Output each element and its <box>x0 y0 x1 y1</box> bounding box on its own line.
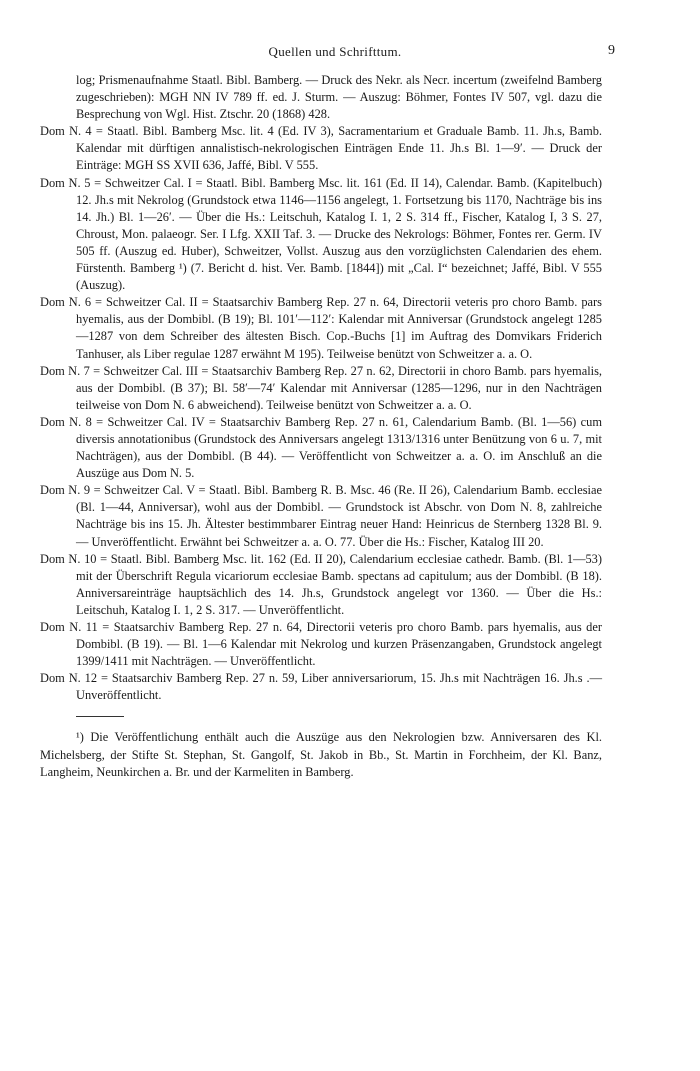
entry-continuation: log; Prismenaufnahme Staatl. Bibl. Bamberg. — Druck des Nekr. als Necr. incertum (zweifelnd Bamberg zugeschrieben): MGH NN IV 789 ff. ed. J. Sturm. — Auszug: Böhmer, Fontes IV 507, vgl. dazu die Besprechung von Wgl. Hist. Ztschr. 20 (1868) 428. <box>76 73 602 122</box>
entry-dom-n-11: Dom N. 11 = Staatsarchiv Bamberg Rep. 27 n. 64, Directorii veteris pro choro Bamb. pars hyemalis, aus der Dombibl. (B 19). — Bl. 1—6 Kalendar mit Nekrolog und kurzen Präsenzangaben, Grundstock angelegt 1399/1411 mit Nachträgen. — Unveröffentlicht. <box>40 620 602 669</box>
footnote-divider <box>76 716 124 717</box>
entry-dom-n-4: Dom N. 4 = Staatl. Bibl. Bamberg Msc. lit. 4 (Ed. IV 3), Sacramentarium et Graduale Bamb. 11. Jh.s, Bamb. Kalendar mit dürftigen annalistisch-nekrologischen Einträgen Ende 11. Jh.s Bl. 1—9′. — Druck der Einträge: MGH SS XVII 636, Jaffé, Bibl. V 555. <box>40 124 602 173</box>
entry-dom-n-5: Dom N. 5 = Schweitzer Cal. I = Staatl. Bibl. Bamberg Msc. lit. 161 (Ed. II 14), Calendar. Bamb. (Kapitelbuch) 12. Jh.s mit Nekrolog (Grundstock etwa 1146—1156 angelegt, 1. Fortsetzung bis 1170, Nachträge bis ins 14. Jh.) Bl. 1—26′. — Über die Hs.: Leitschuh, Katalog I. 1, 2 S. 314 ff., Fischer, Katalog I, 3 S. 27, Chroust, Mon. palaeogr. Ser. I Lfg. XXII Taf. 3. — Drucke des Nekrologs: Böhmer, Fontes rer. Germ. IV 505 ff. (Auszug ed. Huber), Schweitzer, Vollst. Auszug aus den vorzüglichsten Calendarien des ehem. Fürstenth. Bamberg ¹) (7. Bericht d. hist. Ver. Bamb. [1844]) mit „Cal. I“ bezeichnet; Jaffé, Bibl. V 555 (Auszug). <box>40 175 602 293</box>
page-header <box>55 44 615 64</box>
running-head: Quellen und Schrifttum. <box>268 44 402 59</box>
entry-dom-n-9: Dom N. 9 = Schweitzer Cal. V = Staatl. Bibl. Bamberg R. B. Msc. 46 (Re. II 26), Calendarium Bamb. ecclesiae (Bl. 1—44, Anniversar), wohl aus der Dombibl. — Grundstock ist Abschr. von Dom N. 8, zahlreiche Nachträge bis ins 15. Jh. Ältester bestimmbarer Eintrag neuer Hand: Heinricus de Sternberg 1328 Bl. 9. — Unveröffentlicht. Erwähnt bei Schweitzer a. a. O. 77. Über die Hs.: Fischer, Katalog III 20. <box>40 483 602 549</box>
entry-dom-n-10: Dom N. 10 = Staatl. Bibl. Bamberg Msc. lit. 162 (Ed. II 20), Calendarium ecclesiae cathedr. Bamb. (Bl. 1—53) mit der Überschrift Regula vicariorum ecclesiae Bamb. spectans ad capitulum; aus der Dombibl. (B 18). Anniversareinträge hauptsächlich des 14. Jh.s, Grundstock angelegt vor 1360. — Über die Hs.: Leitschuh, Katalog I. 1, 2 S. 317. — Unveröffentlicht. <box>40 551 602 617</box>
page-body <box>40 72 602 781</box>
footnote: ¹) Die Veröffentlichung enthält auch die Auszüge aus den Nekrologien bzw. Anniversaren des Kl. Michelsberg, der Stifte St. Stephan, St. Gangolf, St. Jakob in Bb., St. Martin in Forchheim, der Kl. Banz, Langheim, Neunkirchen a. Br. und der Karmeliten in Bamberg. <box>40 730 602 779</box>
entry-dom-n-7: Dom N. 7 = Schweitzer Cal. III = Staatsarchiv Bamberg Rep. 27 n. 62, Directorii in choro Bamb. pars hyemalis, aus der Dombibl. (B 37); Bl. 58′—74′ Kalendar mit Anniversar (1285—1296, nur in den Nachträgen teilweise von Dom N. 6 abweichend). Teilweise benützt von Schweitzer a. a. O. <box>40 363 602 412</box>
entry-dom-n-12: Dom N. 12 = Staatsarchiv Bamberg Rep. 27 n. 59, Liber anniversariorum, 15. Jh.s mit Nachträgen 16. Jh.s .— Unveröffentlicht. <box>40 671 602 703</box>
page-number: 9 <box>608 43 615 58</box>
entry-dom-n-8: Dom N. 8 = Schweitzer Cal. IV = Staatsarchiv Bamberg Rep. 27 n. 61, Calendarium Bamb. (Bl. 1—56) cum diversis annotationibus (Grundstock des Anniversars angelegt 1313/1316 unter Benützung von 6 u. 7, mit Nachträgen), aus der Dombibl. (B 44). — Veröffentlicht von Schweitzer a. a. O. im Anschluß an die Auszüge aus Dom N. 5. <box>40 414 602 481</box>
entry-dom-n-6: Dom N. 6 = Schweitzer Cal. II = Staatsarchiv Bamberg Rep. 27 n. 64, Directorii veteris pro choro Bamb. pars hyemalis, aus der Dombibl. (B 19); Bl. 101′—112′: Kalendar mit Anniversar (Grundstock angelegt 1285—1287 von dem Schreiber des ältesten Bisch. Cop.-Buchs [1] im Auftrag des Domvikars Friderich Tanhuser, als Liber regulae 1287 erwähnt M 195). Teilweise benützt von Schweitzer a. a. O. <box>40 295 602 361</box>
